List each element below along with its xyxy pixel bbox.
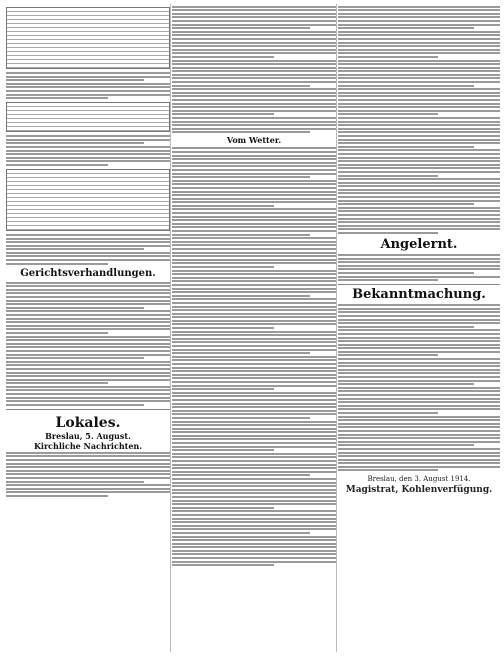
article-body xyxy=(338,304,500,471)
section-heading-gerichtsverhandlungen: Gerichtsverhandlungen. xyxy=(20,267,156,279)
article-body xyxy=(6,282,170,406)
market-table xyxy=(6,169,170,231)
market-report xyxy=(6,7,170,265)
column-right xyxy=(338,4,500,495)
signature-office: Magistrat, Kohlenverfügung. xyxy=(345,485,493,496)
article-body xyxy=(338,254,500,281)
article-body xyxy=(172,6,336,134)
section-heading-wetter: Vom Wetter. xyxy=(226,135,282,146)
article-body xyxy=(172,147,336,566)
column-divider xyxy=(336,4,337,652)
column-divider xyxy=(170,4,171,652)
article-body xyxy=(6,452,170,497)
market-table xyxy=(6,7,170,69)
dateline: Breslau, 5. August. xyxy=(45,430,131,441)
signature-city: Breslau, den 3. August 1914. xyxy=(367,475,471,484)
column-left xyxy=(6,4,170,499)
section-heading-lokales: Lokales. xyxy=(55,414,121,431)
section-heading-angelernt: Angelernt. xyxy=(380,237,458,252)
article-body xyxy=(338,6,500,234)
price-table xyxy=(6,102,170,132)
section-heading-kirchliche: Kirchliche Nachrichten. xyxy=(33,440,143,451)
column-middle xyxy=(172,4,336,568)
section-heading-bekanntmachung: Bekanntmachung. xyxy=(352,287,486,303)
